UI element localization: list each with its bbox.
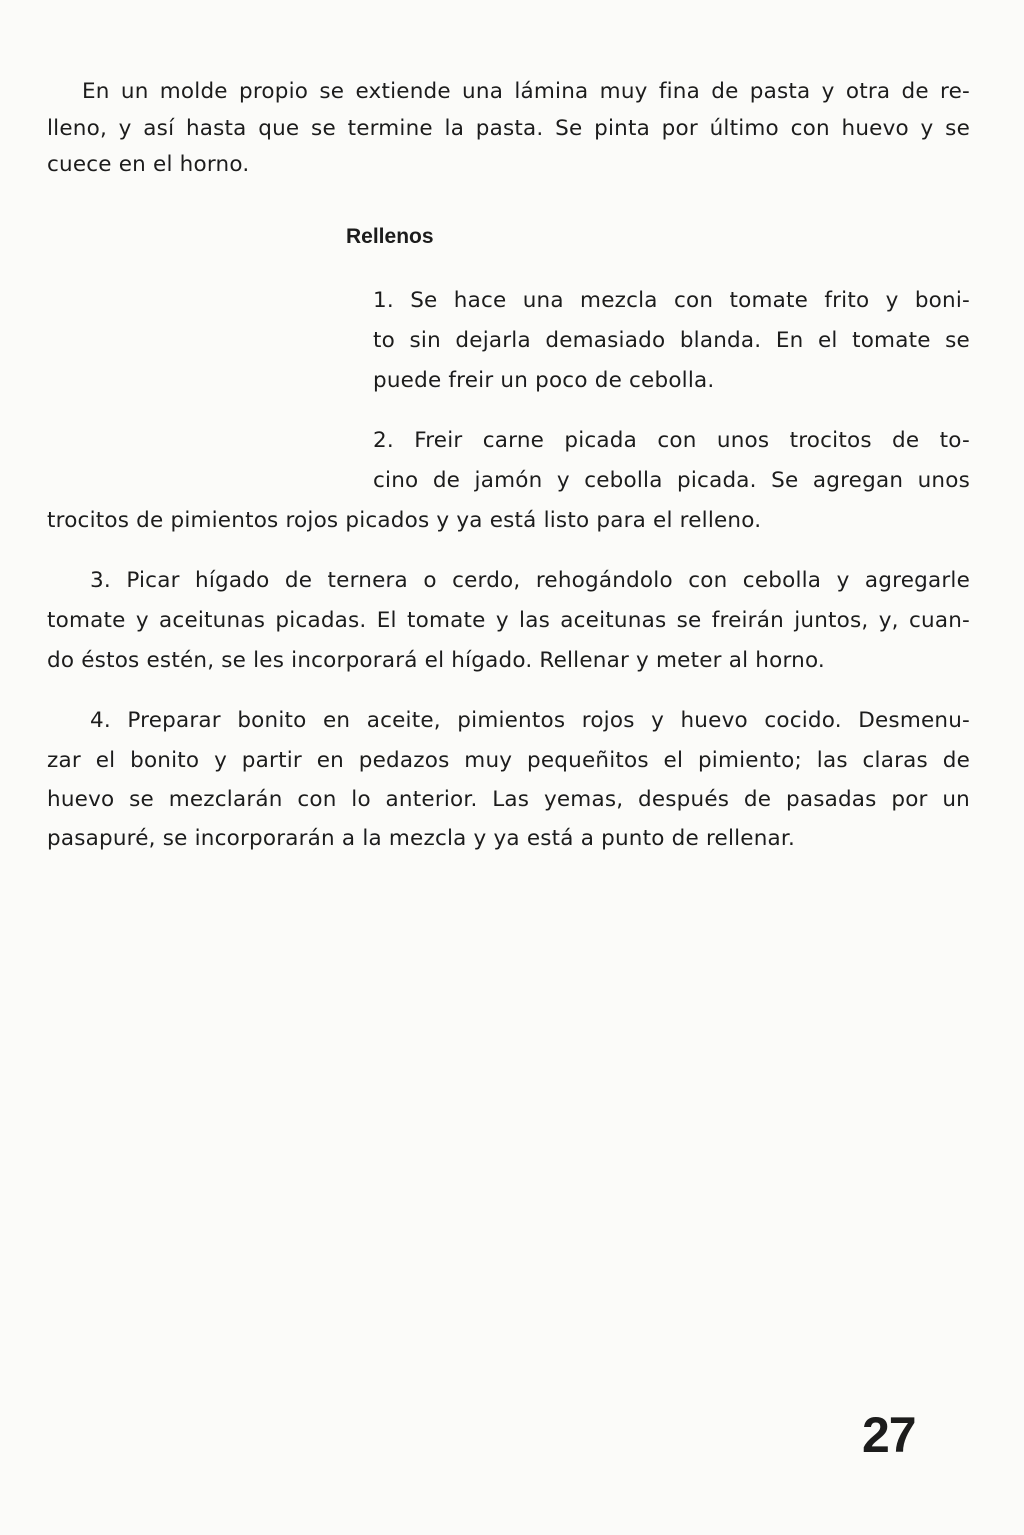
intro-line-1: En un molde propio se extiende una lámina muy fina de pasta y otra de re- bbox=[82, 79, 970, 104]
filling-3-line-1: 3. Picar hígado de ternera o cerdo, rehogándolo con cebolla y agregarle bbox=[90, 568, 970, 593]
filling-1-line-2: to sin dejarla demasiado blanda. En el tomate se bbox=[373, 328, 970, 353]
section-title: Rellenos bbox=[346, 225, 434, 248]
filling-1-line-1: 1. Se hace una mezcla con tomate frito y boni- bbox=[373, 288, 970, 313]
filling-4-line-1: 4. Preparar bonito en aceite, pimientos rojos y huevo cocido. Desmenu- bbox=[90, 708, 970, 733]
filling-3-line-3: do éstos estén, se les incorporará el hígado. Rellenar y meter al horno. bbox=[47, 648, 825, 673]
page-number: 27 bbox=[862, 1407, 916, 1463]
filling-2-line-1: 2. Freir carne picada con unos trocitos de to- bbox=[373, 428, 970, 453]
intro-line-2: lleno, y así hasta que se termine la pasta. Se pinta por último con huevo y se bbox=[47, 116, 970, 141]
intro-line-3: cuece en el horno. bbox=[47, 152, 250, 177]
filling-4-line-3: huevo se mezclarán con lo anterior. Las yemas, después de pasadas por un bbox=[47, 787, 970, 812]
filling-3-line-2: tomate y aceitunas picadas. El tomate y las aceitunas se freirán juntos, y, cuan- bbox=[47, 608, 970, 633]
filling-4-line-4: pasapuré, se incorporarán a la mezcla y ya está a punto de rellenar. bbox=[47, 826, 796, 851]
filling-4-line-2: zar el bonito y partir en pedazos muy pequeñitos el pimiento; las claras de bbox=[47, 748, 970, 773]
filling-1-line-3: puede freir un poco de cebolla. bbox=[373, 368, 715, 393]
filling-2-line-3: trocitos de pimientos rojos picados y ya está listo para el relleno. bbox=[47, 508, 762, 533]
filling-2-line-2: cino de jamón y cebolla picada. Se agregan unos bbox=[373, 468, 970, 493]
